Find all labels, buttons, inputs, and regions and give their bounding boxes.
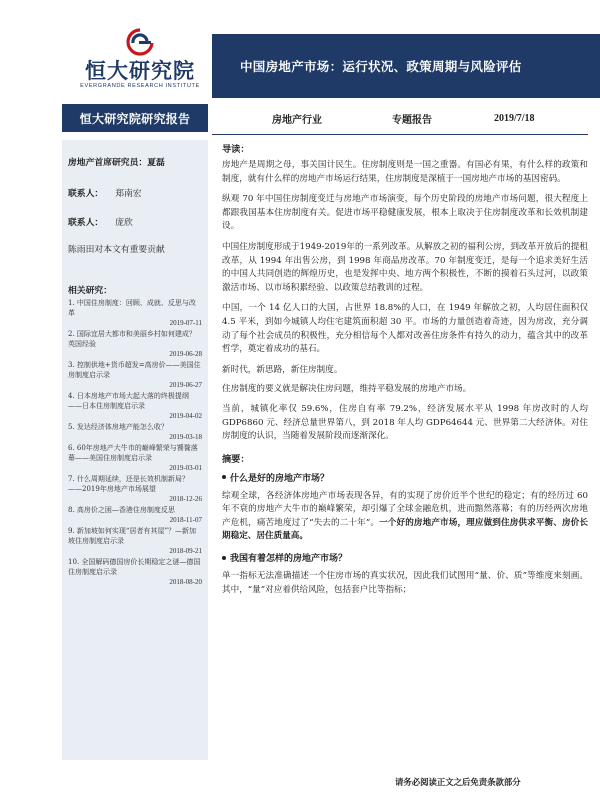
intro-paragraph-2: 纵观 70 年中国住房制度变迁与房地产市场演变，每个历史阶段的房地产市场问题，很大程度上都跟我国基本住房制度有关。促进市场平稳健康发展，根本上取决于住房制度改革和长效机制建设。 [222,194,588,232]
logo-name-cn: 恒大研究院 [85,59,195,83]
related-item-date: 2019-04-02 [169,412,202,420]
contact-2-label: 联系人： [68,218,104,228]
related-item-date: 2019-06-27 [169,381,202,389]
contact-2-name: 庞欣 [115,218,133,228]
main-content [222,138,588,604]
related-item-date: 2019-03-18 [169,433,202,441]
chief-name: 夏磊 [147,158,165,168]
related-item-title[interactable]: 8. 高房价之困—香港住房制度反思 [68,506,175,514]
intro-paragraph-6: 住房制度的要义就是解决住房问题，维持平稳发展的房地产市场。 [222,384,472,395]
intro-paragraph-5: 新时代，新思路，新住房制度。 [222,364,343,375]
related-item-title[interactable]: 9. 新加坡如何实现“居者有其屋”？—新加坡住房制度启示录 [68,527,197,545]
author-block [68,156,202,255]
related-item-date: 2018-11-07 [169,516,202,524]
bullet-icon [222,556,226,560]
intro-paragraph-1: 房地产是周期之母，事关国计民生。住房制度则是一国之重器。有国必有果，有什么样的政策和制度，就有什么样的房地产市场运行结果，住房制度是深植于一国房地产市场的基因密码。 [222,160,588,184]
related-item[interactable] [68,422,202,442]
question-2 [222,551,588,564]
report-type-label: 专题报告 [392,114,432,126]
contact-1-label: 联系人： [68,189,104,199]
sidebar [62,140,208,760]
related-item-title[interactable]: 6. 60年房地产大牛市的巅峰繁荣与饕餮落幕——美国住房制度启示录 [68,444,198,462]
question-1-paragraph-text: 综观全球，各经济体房地产市场表现各异，有的实现了房价近半个世纪的稳定；有的经历过 60 年不衰的房地产大牛市的巅峰繁荣，却引爆了全球金融危机，进而黯然落幕；有的历经两次房地产危机，痛苦地度过了“失去的二十年”。 [222,490,588,528]
evergrande-logo [70,28,210,108]
contact-1-name: 郑南宏 [115,189,142,199]
related-item-title[interactable]: 4. 日本房地产市场大起大落的终极提纲——日本住房制度启示录 [68,392,189,410]
logo-name-en: EVERGRANDE RESEARCH INSTITUTE [80,83,200,89]
chief-researcher [68,156,202,170]
bullet-icon [222,475,226,479]
question-1-text: 什么是好的房地产市场？ [230,473,330,484]
report-banner: 恒大研究院研究报告 [62,104,208,132]
related-item[interactable] [68,298,202,328]
intro-paragraph-4: 中国，一个 14 亿人口的大国，占世界 18.8%的人口，在 1949 年解放之初，人均居住面积仅 4.5 平米，到如今城镇人均住宅建筑面积超 30 平。市场的力量创造着奇迹，因为房改，充分调动了每个社会成员的积极性，充分相信每个人都对改善住房条件有持久的动力，蕴含其中的改革哲学，奠定着成功的基石。 [222,303,588,355]
logo-emblem-icon [123,28,157,58]
question-1-paragraph-emphasis: 一个好的房地产市场，理应做到住房供求平衡、房价长期稳定、居住质量高。 [222,517,588,542]
intro-paragraph-7: 当前，城镇化率仅 59.6%，住房自有率 79.2%，经济发展水平从 1998 年房改时的人均 GDP6860 元、经济总量世界第八，到 2018 年人均 GDP64644 元、世界第二大经济体。对住房制度的认识，当随着发展阶段而逐渐深化。 [222,403,588,442]
related-item[interactable] [68,360,202,390]
related-item-date: 2018-08-20 [169,578,202,586]
chief-label: 房地产首席研究员： [68,158,148,168]
meta-row [212,104,600,132]
related-research-list [68,298,202,587]
report-title: 中国房地产市场：运行状况、政策周期与风险评估 [240,59,522,74]
related-item-date: 2019-07-11 [169,319,202,327]
related-item-date: 2019-03-01 [169,464,202,472]
related-item-title[interactable]: 7. 什么周期延续，还是长效机制新局？——2019年房地产市场展望 [68,475,189,493]
intro-paragraph-3: 中国住房制度形成于1949-2019年的一系列改革。从解放之初的福利公房，到改革开放后的提租改革，从 1994 年出售公房，到 1998 年商品房改革。70 年制度变迁，是每一个追求美好生活的中国人共同创造的辉煌历史，也是发挥中央、地方两个积极性，不断的摸着石头过河，以政策激活市场、以市场积累经验、以政策总结教训的过程。 [222,241,588,293]
related-item[interactable] [68,329,202,359]
related-item-title[interactable]: 1. 中国住房制度：回顾、成就、反思与改革 [68,299,196,317]
question-1-paragraph [222,490,588,544]
related-item[interactable] [68,557,202,587]
related-item-title[interactable]: 2. 国际宜居大都市和美丽乡村如何建成？英国经验 [68,330,196,348]
related-item[interactable] [68,526,202,556]
question-2-text: 我国有着怎样的房地产市场？ [230,554,348,565]
abstract-heading: 摘要： [222,453,250,465]
industry-label: 房地产行业 [272,114,322,126]
title-banner [212,34,600,98]
meta-divider [212,134,588,135]
related-item[interactable] [68,505,202,525]
related-item[interactable] [68,443,202,473]
acknowledgement: 陈雨田对本文有重要贡献 [68,245,165,255]
contact-1 [68,186,202,199]
related-item-date: 2019-06-28 [169,350,202,358]
intro-heading: 导读： [222,144,250,155]
related-item[interactable] [68,474,202,504]
related-item-date: 2018-09-21 [169,547,202,555]
related-item-title[interactable]: 5. 发达经济体房地产能怎么收？ [68,423,168,431]
related-item-date: 2018-12-26 [169,495,202,503]
related-item-title[interactable]: 3. 控制供地+货币超发=高房价——美国住房制度启示录 [68,361,201,379]
question-1 [222,471,588,484]
related-item[interactable] [68,391,202,421]
contact-2 [68,215,202,228]
related-item-title[interactable]: 10. 全国解码德国房价长期稳定之谜—德国住房制度启示录 [68,558,201,576]
report-date: 2019/7/18 [494,112,535,124]
related-research-title: 相关研究： [68,286,112,296]
disclaimer-footer: 请务必阅读正文之后免责条款部分 [395,777,521,787]
question-2-paragraph: 单一指标无法准确描述一个住房市场的真实状况，因此我们试图用“量、价、质”等维度来刻画。其中，“量”对应着供给风险，包括套户比等指标； [222,571,588,595]
